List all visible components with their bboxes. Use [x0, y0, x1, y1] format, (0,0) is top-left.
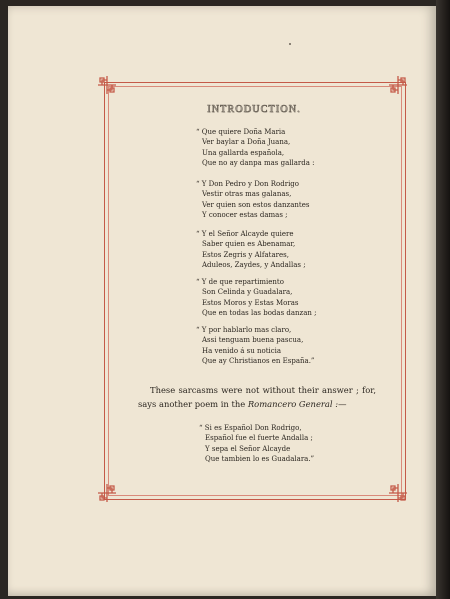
stanza-3	[196, 229, 306, 270]
corner-ornament-icon	[387, 482, 409, 504]
verse-line: “ Y el Señor Alcayde quiere	[196, 230, 294, 238]
verse-line: Que en todas las bodas danzan ;	[202, 308, 317, 317]
stanza-1	[196, 127, 314, 168]
verse-line: Ha venido á su noticia	[202, 346, 282, 355]
final-stanza	[199, 423, 314, 464]
verse-line: “ Si es Español Don Rodrigo,	[199, 424, 302, 432]
verse-line: “ Y por hablarlo mas claro,	[196, 326, 292, 334]
corner-ornament-icon	[96, 74, 118, 96]
prose-paragraph	[138, 383, 376, 411]
stanza-2	[196, 179, 309, 220]
stanza-5	[196, 325, 315, 366]
verse-line: “ Y de que repartimiento	[196, 278, 284, 286]
verse-line: “ Y Don Pedro y Don Rodrigo	[196, 180, 300, 188]
page-title: INTRODUCTION.	[207, 104, 301, 115]
corner-ornament-icon	[96, 482, 118, 504]
verse-line: Assi tenguam buena pascua,	[202, 336, 304, 345]
verse-line: Una gallarda española,	[202, 148, 285, 157]
prose-italic: Romancero General :	[247, 399, 339, 409]
verse-line: Y sepa el Señor Alcayde	[205, 444, 291, 453]
page-speck	[289, 43, 291, 45]
verse-line: Estos Zegris y Alfatares,	[202, 250, 289, 259]
prose-text: These sarcasms were not without their answer ; for, says another poem in the	[138, 385, 376, 409]
verse-line: Vestir otras mas galanas,	[202, 190, 292, 199]
verse-line: Ver baylar a Doña Juana,	[202, 138, 291, 147]
prose-dash: —	[338, 399, 347, 409]
corner-ornament-icon	[387, 74, 409, 96]
verse-line: “ Que quiere Doña Maria	[196, 128, 286, 136]
verse-line: Saber quien es Abenamar,	[202, 240, 296, 249]
book-edge	[436, 0, 450, 599]
verse-line: Que ay Christianos en España.”	[202, 356, 315, 365]
stanza-4	[196, 277, 317, 318]
verse-line: Estos Moros y Estas Moras	[202, 298, 299, 307]
verse-line: Que tambien lo es Guadalara.”	[205, 454, 315, 463]
verse-line: Que no ay danpa mas gallarda :	[202, 158, 315, 167]
verse-line: Español fue el fuerte Andalla ;	[205, 434, 313, 443]
verse-line: Y conocer estas damas ;	[202, 210, 288, 219]
verse-line: Aduleos, Zaydes, y Andallas ;	[202, 260, 306, 269]
verse-line: Ver quien son estos danzantes	[202, 200, 310, 209]
verse-line: Son Celinda y Guadalara,	[202, 288, 293, 297]
